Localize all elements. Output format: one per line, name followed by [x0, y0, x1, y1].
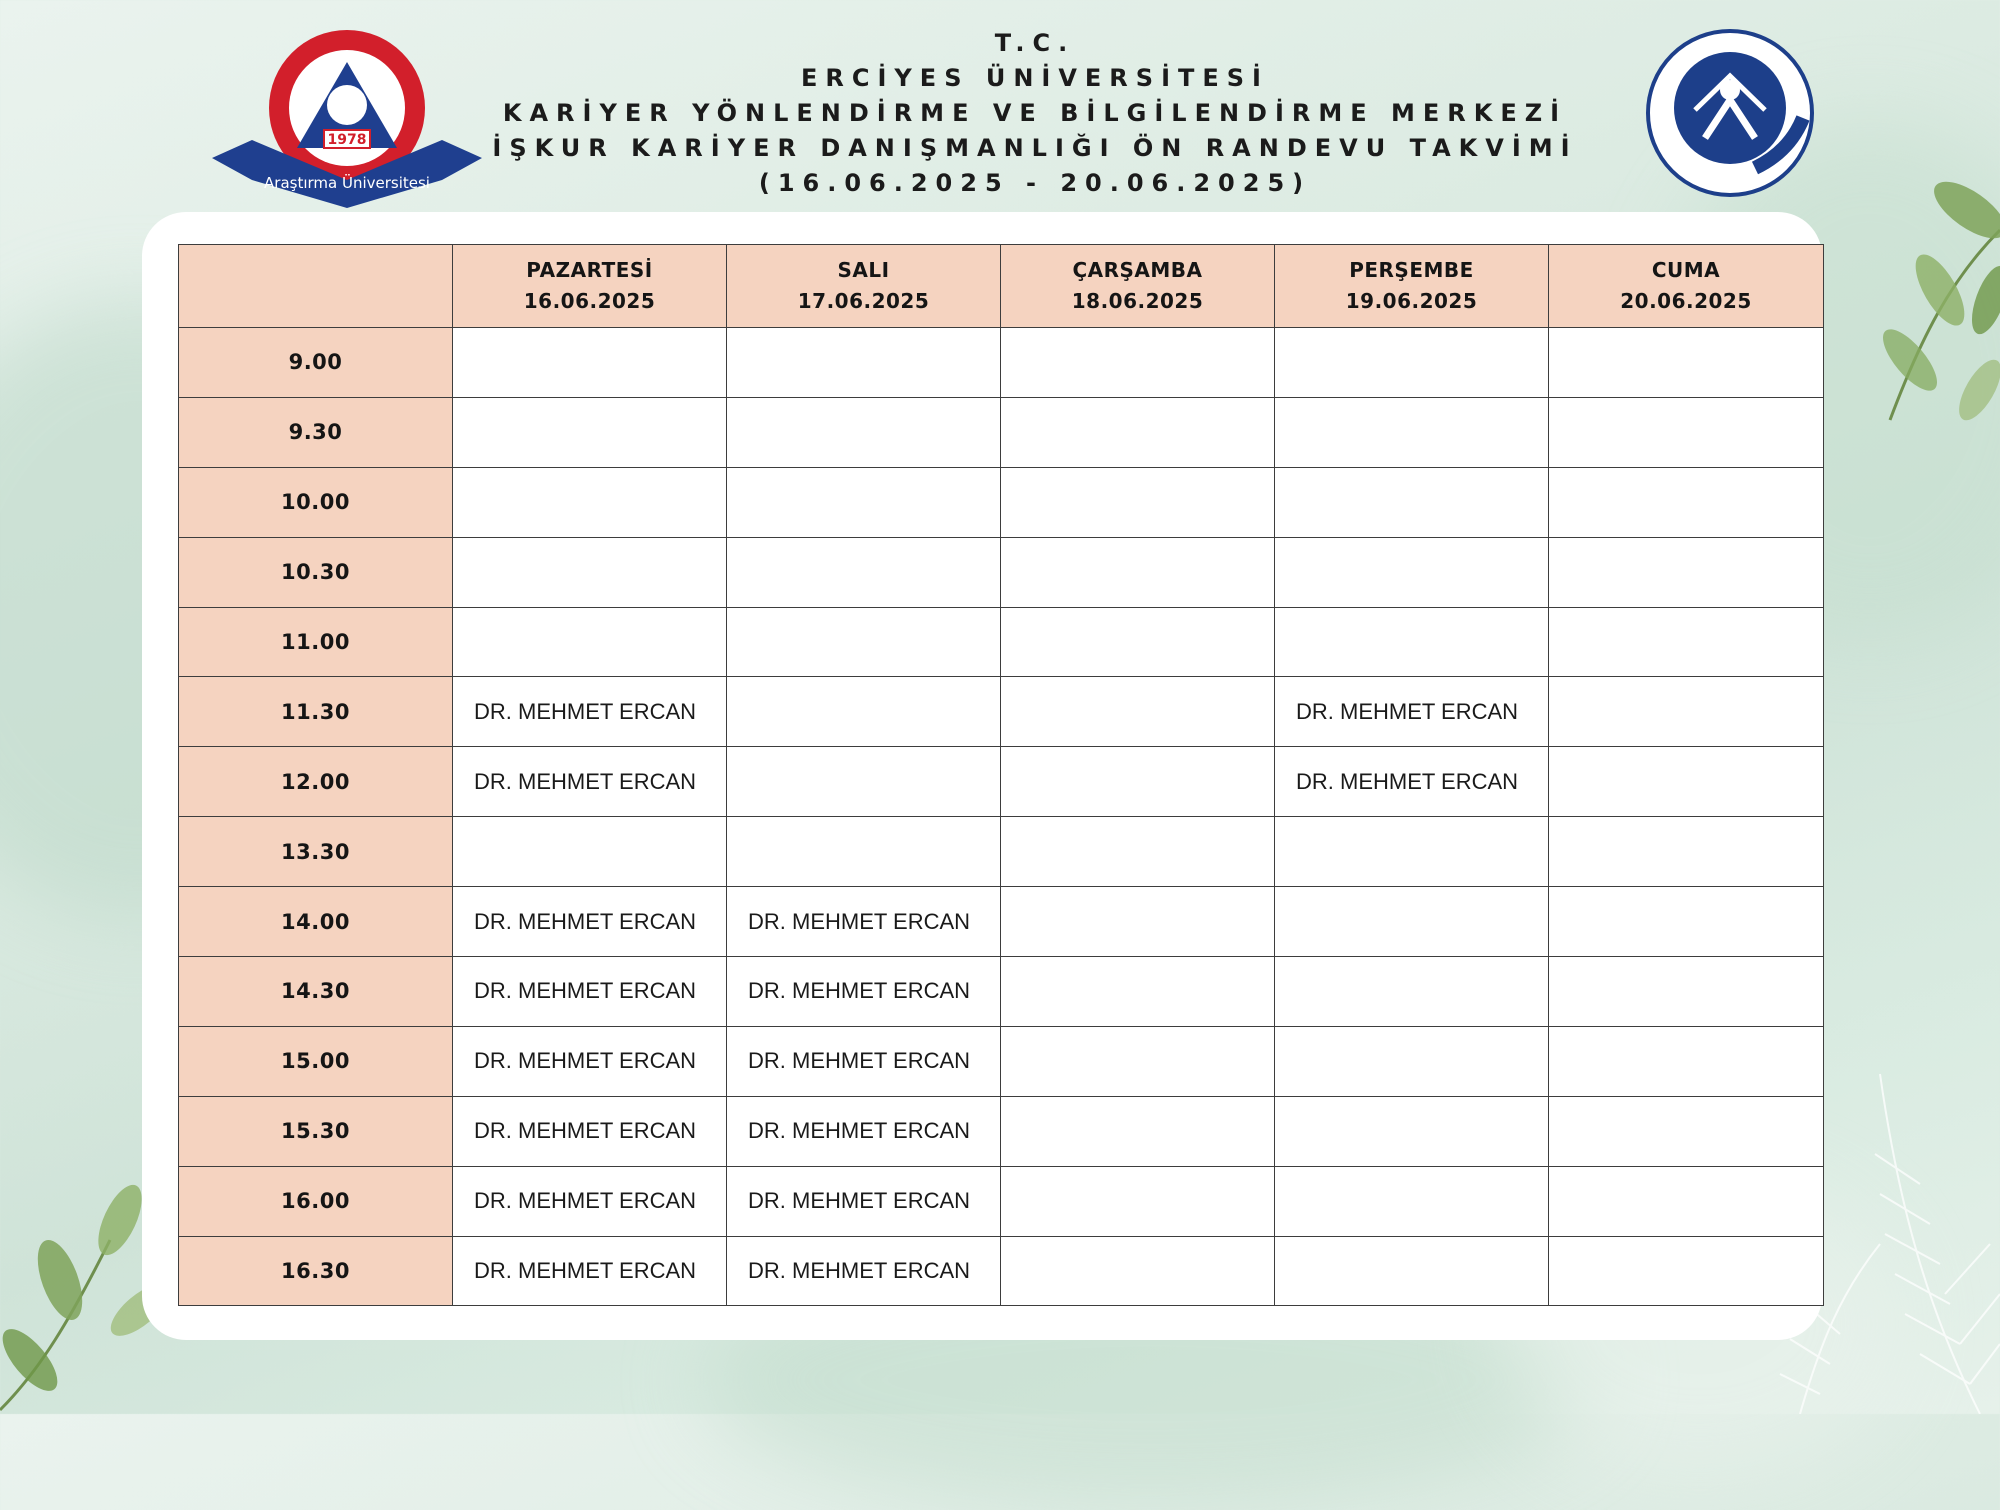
day-date: 16.06.2025: [523, 289, 656, 313]
leaf-branch-decoration-icon: [1830, 170, 2000, 430]
appointment-cell: [1549, 328, 1824, 398]
appointment-cell: [1549, 817, 1824, 887]
time-slot-label: 16.00: [179, 1166, 453, 1236]
appointment-cell: [1549, 1236, 1824, 1306]
appointment-cell: [1275, 1026, 1549, 1096]
appointment-cell: DR. MEHMET ERCAN: [453, 1026, 727, 1096]
document-header: [400, 26, 1670, 201]
table-row: [179, 1026, 1824, 1096]
appointment-cell: [1001, 1096, 1275, 1166]
appointment-cell: [453, 467, 727, 537]
table-row: [179, 328, 1824, 398]
appointment-cell: DR. MEHMET ERCAN: [453, 1166, 727, 1236]
appointment-cell: [1001, 467, 1275, 537]
time-slot-label: 12.00: [179, 747, 453, 817]
table-row: [179, 817, 1824, 887]
appointment-cell: DR. MEHMET ERCAN: [453, 677, 727, 747]
appointment-cell: DR. MEHMET ERCAN: [727, 887, 1001, 957]
appointment-cell: [1275, 957, 1549, 1027]
appointment-cell: [1549, 747, 1824, 817]
appointment-cell: [1001, 747, 1275, 817]
appointment-cell: [1275, 397, 1549, 467]
appointment-cell: [1275, 467, 1549, 537]
time-slot-label: 10.00: [179, 467, 453, 537]
appointment-cell: [1001, 1026, 1275, 1096]
appointment-cell: [727, 397, 1001, 467]
table-row: [179, 397, 1824, 467]
appointment-cell: [1001, 607, 1275, 677]
time-slot-label: 9.00: [179, 328, 453, 398]
day-name: PERŞEMBE: [1349, 258, 1474, 282]
corner-cell: [179, 245, 453, 328]
career-center-logo: [1645, 28, 1815, 198]
header-line-university: ERCİYES ÜNİVERSİTESİ: [801, 64, 1269, 92]
day-header: [727, 245, 1001, 328]
time-slot-label: 14.00: [179, 887, 453, 957]
time-slot-label: 15.00: [179, 1026, 453, 1096]
header-line-date-range: (16.06.2025 - 20.06.2025): [758, 169, 1312, 197]
appointment-cell: [1549, 1166, 1824, 1236]
appointment-cell: DR. MEHMET ERCAN: [727, 1236, 1001, 1306]
day-header: [1275, 245, 1549, 328]
day-header: [1549, 245, 1824, 328]
appointment-cell: [1549, 887, 1824, 957]
appointment-cell: DR. MEHMET ERCAN: [453, 1096, 727, 1166]
appointment-cell: [727, 747, 1001, 817]
appointment-cell: [727, 467, 1001, 537]
appointment-cell: DR. MEHMET ERCAN: [727, 957, 1001, 1027]
time-slot-label: 15.30: [179, 1096, 453, 1166]
appointment-cell: [727, 537, 1001, 607]
table-row: [179, 1096, 1824, 1166]
appointment-cell: DR. MEHMET ERCAN: [727, 1096, 1001, 1166]
appointment-cell: [1549, 397, 1824, 467]
table-row: [179, 677, 1824, 747]
appointment-cell: [1001, 677, 1275, 747]
time-slot-label: 14.30: [179, 957, 453, 1027]
appointment-cell: DR. MEHMET ERCAN: [453, 1236, 727, 1306]
appointment-cell: [1001, 817, 1275, 887]
appointment-cell: [1549, 467, 1824, 537]
time-slot-label: 9.30: [179, 397, 453, 467]
appointment-cell: [453, 328, 727, 398]
appointment-cell: [1275, 537, 1549, 607]
appointment-cell: DR. MEHMET ERCAN: [727, 1026, 1001, 1096]
day-date: 20.06.2025: [1620, 289, 1752, 313]
appointment-cell: [1001, 537, 1275, 607]
logo-banner-text: Araştırma Üniversitesi: [264, 174, 430, 192]
appointment-cell: [1549, 537, 1824, 607]
appointment-cell: [1001, 1236, 1275, 1306]
appointment-cell: [1549, 677, 1824, 747]
table-row: [179, 747, 1824, 817]
appointment-cell: [1001, 887, 1275, 957]
table-row: [179, 1236, 1824, 1306]
appointment-cell: [1275, 607, 1549, 677]
day-header: [453, 245, 727, 328]
appointment-cell: DR. MEHMET ERCAN: [1275, 677, 1549, 747]
appointment-cell: [1001, 328, 1275, 398]
appointment-cell: DR. MEHMET ERCAN: [453, 747, 727, 817]
time-slot-label: 16.30: [179, 1236, 453, 1306]
day-name: CUMA: [1651, 258, 1721, 282]
appointment-cell: [1275, 887, 1549, 957]
table-row: [179, 607, 1824, 677]
day-date: 17.06.2025: [797, 289, 930, 313]
day-header: [1001, 245, 1275, 328]
header-line-title: İŞKUR KARİYER DANIŞMANLIĞI ÖN RANDEVU TAKVİMİ: [492, 134, 1578, 162]
appointment-cell: [453, 817, 727, 887]
time-slot-label: 10.30: [179, 537, 453, 607]
appointment-cell: [727, 328, 1001, 398]
header-line-state: T.C.: [994, 29, 1076, 57]
appointment-cell: DR. MEHMET ERCAN: [453, 957, 727, 1027]
appointment-cell: [1275, 1096, 1549, 1166]
appointment-cell: [1275, 1236, 1549, 1306]
appointment-cell: DR. MEHMET ERCAN: [1275, 747, 1549, 817]
table-row: [179, 887, 1824, 957]
appointment-cell: DR. MEHMET ERCAN: [727, 1166, 1001, 1236]
appointment-cell: [453, 537, 727, 607]
appointment-cell: [727, 817, 1001, 887]
appointment-cell: [1549, 607, 1824, 677]
appointment-cell: [1549, 1026, 1824, 1096]
time-slot-label: 11.30: [179, 677, 453, 747]
day-date: 19.06.2025: [1345, 289, 1478, 313]
time-slot-label: 13.30: [179, 817, 453, 887]
appointment-cell: [1275, 1166, 1549, 1236]
appointment-cell: [453, 607, 727, 677]
table-row: [179, 957, 1824, 1027]
appointment-cell: [453, 397, 727, 467]
logo-year: 1978: [327, 132, 367, 148]
appointment-cell: [727, 677, 1001, 747]
appointment-cell: [1549, 1096, 1824, 1166]
appointment-cell: [1001, 397, 1275, 467]
time-slot-label: 11.00: [179, 607, 453, 677]
appointment-cell: [1549, 957, 1824, 1027]
table-row: [179, 1166, 1824, 1236]
appointment-cell: [1001, 957, 1275, 1027]
appointment-cell: [1275, 328, 1549, 398]
table-header-row: [179, 245, 1824, 328]
day-name: PAZARTESİ: [526, 258, 653, 282]
table-row: [179, 537, 1824, 607]
appointment-cell: [727, 607, 1001, 677]
day-name: SALI: [837, 258, 890, 282]
day-date: 18.06.2025: [1071, 289, 1204, 313]
appointment-cell: DR. MEHMET ERCAN: [453, 887, 727, 957]
day-name: ÇARŞAMBA: [1072, 258, 1203, 282]
appointment-cell: [1001, 1166, 1275, 1236]
appointment-cell: [1275, 817, 1549, 887]
table-row: [179, 467, 1824, 537]
appointment-schedule-table: [178, 244, 1824, 1306]
header-line-center: KARİYER YÖNLENDİRME VE BİLGİLENDİRME MERKEZİ: [502, 99, 1568, 127]
